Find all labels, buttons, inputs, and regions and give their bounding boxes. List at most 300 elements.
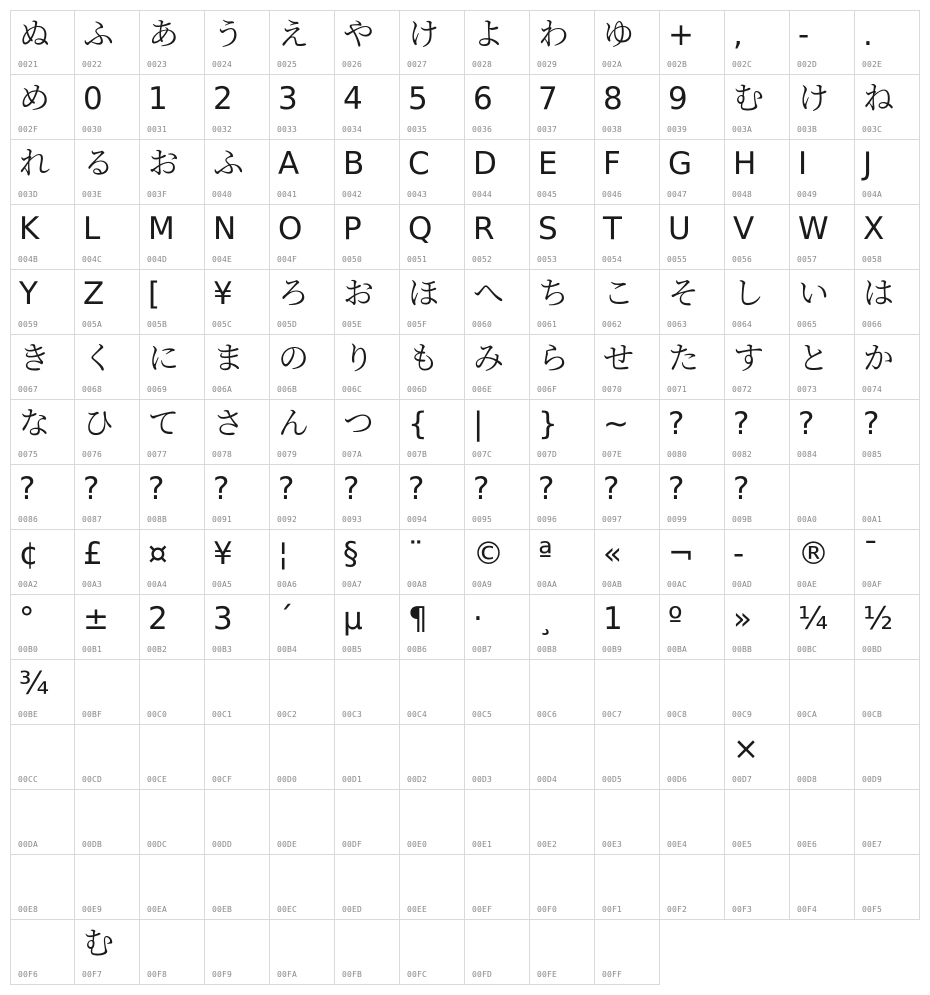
glyph-code-label: 005E (342, 320, 363, 329)
glyph-cell (75, 530, 140, 595)
glyph-code-label: 007C (472, 450, 493, 459)
glyph-code-label: 0060 (472, 320, 493, 329)
glyph-code-label: 00F9 (212, 970, 233, 979)
glyph-sample: 0 (83, 81, 103, 117)
glyph-cell (855, 660, 920, 725)
glyph-code-label: 00DA (18, 840, 39, 849)
glyph-sample: X (863, 211, 885, 247)
glyph-code-label: 002D (797, 60, 818, 69)
glyph-cell (335, 140, 400, 205)
glyph-cell (270, 790, 335, 855)
glyph-code-label: 00FE (537, 970, 558, 979)
glyph-sample: す (733, 341, 764, 377)
glyph-sample: み (473, 341, 504, 377)
glyph-sample: そ (668, 276, 699, 312)
glyph-cell (465, 790, 530, 855)
glyph-cell (400, 790, 465, 855)
glyph-sample: ¨ (408, 536, 424, 572)
glyph-sample: ? (343, 471, 360, 507)
glyph-cell (205, 270, 270, 335)
glyph-code-label: 00D8 (797, 775, 818, 784)
glyph-code-label: 0026 (342, 60, 363, 69)
glyph-sample: - (798, 17, 810, 53)
glyph-code-label: 00CF (212, 775, 233, 784)
glyph-sample: Z (83, 276, 105, 312)
glyph-code-label: 00BD (862, 645, 883, 654)
glyph-cell (335, 335, 400, 400)
glyph-cell (270, 400, 335, 465)
glyph-code-label: 00D6 (667, 775, 688, 784)
glyph-cell (205, 140, 270, 205)
glyph-sample: も (408, 341, 439, 377)
glyph-sample: ¢ (19, 536, 39, 572)
glyph-code-label: 0038 (602, 125, 623, 134)
glyph-cell (140, 270, 205, 335)
glyph-code-label: 00A0 (797, 515, 818, 524)
glyph-code-label: 0059 (18, 320, 39, 329)
glyph-code-label: 003C (862, 125, 883, 134)
glyph-code-label: 0074 (862, 385, 883, 394)
glyph-cell (335, 530, 400, 595)
glyph-code-label: 0042 (342, 190, 363, 199)
glyph-cell (140, 790, 205, 855)
glyph-code-label: 0043 (407, 190, 428, 199)
glyph-code-label: 00AF (862, 580, 883, 589)
glyph-code-label: 00E3 (602, 840, 623, 849)
glyph-cell (725, 75, 790, 140)
glyph-code-label: 0078 (212, 450, 233, 459)
glyph-sample: ¸ (538, 601, 554, 637)
glyph-cell (530, 400, 595, 465)
glyph-sample: N (213, 211, 237, 247)
glyph-sample: S (538, 211, 558, 247)
glyph-sample: む (733, 81, 764, 117)
glyph-sample: の (278, 341, 309, 377)
glyph-cell (465, 75, 530, 140)
glyph-code-label: 0062 (602, 320, 623, 329)
glyph-cell (75, 10, 140, 75)
glyph-code-label: 0092 (277, 515, 298, 524)
glyph-code-label: 00DE (277, 840, 298, 849)
glyph-code-label: 00B0 (18, 645, 39, 654)
glyph-cell (855, 10, 920, 75)
glyph-code-label: 00BA (667, 645, 688, 654)
glyph-sample: ¶ (408, 601, 428, 637)
glyph-sample: 1 (148, 81, 168, 117)
glyph-cell (400, 660, 465, 725)
glyph-code-label: 00D9 (862, 775, 883, 784)
glyph-cell (270, 530, 335, 595)
glyph-cell (400, 465, 465, 530)
glyph-cell (270, 270, 335, 335)
glyph-code-label: 0048 (732, 190, 753, 199)
glyph-sample: ふ (83, 17, 114, 53)
glyph-code-label: 00C4 (407, 710, 428, 719)
glyph-cell (140, 595, 205, 660)
glyph-sample: や (343, 17, 374, 53)
glyph-code-label: 00C3 (342, 710, 363, 719)
glyph-sample: Q (408, 211, 433, 247)
glyph-code-label: 002A (602, 60, 623, 69)
glyph-cell (335, 75, 400, 140)
glyph-cell (400, 595, 465, 660)
glyph-sample: ? (603, 471, 620, 507)
glyph-sample: ん (278, 406, 309, 442)
glyph-sample: ? (213, 471, 230, 507)
glyph-code-label: 0068 (82, 385, 103, 394)
glyph-sample: こ (603, 276, 634, 312)
glyph-code-label: 0077 (147, 450, 168, 459)
glyph-cell (270, 920, 335, 985)
glyph-sample: 3 (278, 81, 298, 117)
glyph-code-label: 00EA (147, 905, 168, 914)
glyph-sample: § (343, 536, 359, 572)
glyph-cell (790, 205, 855, 270)
glyph-sample: ¥ (213, 536, 233, 572)
glyph-sample: め (19, 81, 50, 117)
glyph-cell (205, 335, 270, 400)
glyph-cell (595, 465, 660, 530)
glyph-sample: ゆ (603, 17, 634, 53)
glyph-code-label: 007A (342, 450, 363, 459)
glyph-sample: ¼ (798, 601, 829, 637)
glyph-code-label: 002F (18, 125, 39, 134)
glyph-code-label: 0037 (537, 125, 558, 134)
glyph-code-label: 0039 (667, 125, 688, 134)
glyph-code-label: 00EE (407, 905, 428, 914)
glyph-code-label: 00EF (472, 905, 493, 914)
glyph-sample: F (603, 146, 621, 182)
glyph-code-label: 004F (277, 255, 298, 264)
glyph-code-label: 006C (342, 385, 363, 394)
glyph-cell (75, 660, 140, 725)
glyph-cell (335, 205, 400, 270)
glyph-sample: E (538, 146, 558, 182)
glyph-cell (855, 140, 920, 205)
glyph-sample: う (213, 17, 244, 53)
glyph-sample: ろ (278, 276, 309, 312)
glyph-sample: V (733, 211, 755, 247)
glyph-code-label: 00E0 (407, 840, 428, 849)
glyph-sample: | (473, 406, 484, 442)
glyph-cell (725, 335, 790, 400)
glyph-cell (725, 10, 790, 75)
glyph-cell (530, 920, 595, 985)
glyph-sample: 8 (603, 81, 623, 117)
glyph-code-label: 005F (407, 320, 428, 329)
glyph-code-label: 00CA (797, 710, 818, 719)
glyph-code-label: 0021 (18, 60, 39, 69)
glyph-sample: い (798, 276, 829, 312)
glyph-cell (205, 725, 270, 790)
glyph-sample: ´ (278, 601, 294, 637)
glyph-cell (205, 205, 270, 270)
glyph-sample: ? (733, 471, 750, 507)
glyph-cell (725, 465, 790, 530)
glyph-sample: 7 (538, 81, 558, 117)
glyph-cell (10, 465, 75, 530)
glyph-sample: × (733, 731, 759, 767)
glyph-code-label: 0086 (18, 515, 39, 524)
glyph-cell (465, 335, 530, 400)
glyph-cell (270, 660, 335, 725)
glyph-cell (725, 725, 790, 790)
glyph-code-label: 00B9 (602, 645, 623, 654)
glyph-code-label: 005C (212, 320, 233, 329)
glyph-code-label: 0057 (797, 255, 818, 264)
glyph-cell (725, 855, 790, 920)
glyph-sample: り (343, 341, 374, 377)
glyph-cell (140, 205, 205, 270)
glyph-cell (335, 400, 400, 465)
glyph-sample: ¯ (863, 536, 879, 572)
glyph-cell (595, 725, 660, 790)
glyph-code-label: 00F4 (797, 905, 818, 914)
glyph-sample: し (733, 276, 764, 312)
glyph-cell (10, 725, 75, 790)
glyph-code-label: 00D1 (342, 775, 363, 784)
glyph-code-label: 0047 (667, 190, 688, 199)
glyph-cell (270, 595, 335, 660)
glyph-sample: ½ (863, 601, 894, 637)
glyph-code-label: 006D (407, 385, 428, 394)
glyph-cell (205, 10, 270, 75)
glyph-sample: W (798, 211, 829, 247)
glyph-code-label: 00E4 (667, 840, 688, 849)
glyph-code-label: 0076 (82, 450, 103, 459)
glyph-cell (335, 920, 400, 985)
glyph-cell (660, 140, 725, 205)
glyph-sample: ± (83, 601, 109, 637)
glyph-cell (335, 10, 400, 75)
glyph-cell (140, 75, 205, 140)
glyph-cell (75, 140, 140, 205)
glyph-code-label: 0058 (862, 255, 883, 264)
glyph-sample: ~ (603, 406, 629, 442)
glyph-code-label: 00C2 (277, 710, 298, 719)
glyph-cell (75, 465, 140, 530)
glyph-code-label: 00C5 (472, 710, 493, 719)
glyph-sample: . (863, 17, 873, 53)
glyph-sample: G (668, 146, 693, 182)
glyph-cell (10, 530, 75, 595)
glyph-cell (140, 335, 205, 400)
glyph-cell (595, 75, 660, 140)
glyph-code-label: 00E8 (18, 905, 39, 914)
glyph-sample: ? (538, 471, 555, 507)
glyph-cell (465, 725, 530, 790)
glyph-cell (140, 855, 205, 920)
glyph-code-label: 0024 (212, 60, 233, 69)
glyph-sample: , (733, 17, 743, 53)
glyph-sample: お (148, 146, 179, 182)
glyph-code-label: 0023 (147, 60, 168, 69)
glyph-sample: T (603, 211, 622, 247)
glyph-sample: ね (863, 81, 894, 117)
glyph-sample: え (278, 17, 309, 53)
glyph-cell (10, 75, 75, 140)
glyph-code-label: 00BF (82, 710, 103, 719)
glyph-cell (660, 595, 725, 660)
glyph-code-label: 002C (732, 60, 753, 69)
glyph-cell (855, 400, 920, 465)
glyph-sample: } (538, 406, 558, 442)
glyph-sample: P (343, 211, 362, 247)
glyph-code-label: 0087 (82, 515, 103, 524)
glyph-cell (855, 790, 920, 855)
glyph-code-label: 006E (472, 385, 493, 394)
glyph-sample: » (733, 601, 752, 637)
glyph-cell (205, 75, 270, 140)
glyph-sample: か (863, 341, 894, 377)
glyph-cell (530, 335, 595, 400)
glyph-code-label: 00EC (277, 905, 298, 914)
glyph-code-label: 0055 (667, 255, 688, 264)
glyph-sample: H (733, 146, 757, 182)
glyph-code-label: 00BB (732, 645, 753, 654)
glyph-code-label: 002E (862, 60, 883, 69)
glyph-cell (400, 205, 465, 270)
glyph-cell (855, 335, 920, 400)
glyph-code-label: 00CB (862, 710, 883, 719)
glyph-sample: て (148, 406, 179, 442)
glyph-code-label: 0079 (277, 450, 298, 459)
glyph-cell (75, 855, 140, 920)
glyph-sample: さ (213, 406, 244, 442)
glyph-sample: A (278, 146, 300, 182)
glyph-code-label: 00AD (732, 580, 753, 589)
glyph-code-label: 002B (667, 60, 688, 69)
glyph-code-label: 00A2 (18, 580, 39, 589)
glyph-sample: な (19, 406, 50, 442)
glyph-code-label: 00F6 (18, 970, 39, 979)
glyph-sample: ¬ (668, 536, 694, 572)
glyph-code-label: 00B3 (212, 645, 233, 654)
glyph-code-label: 0099 (667, 515, 688, 524)
glyph-code-label: 007D (537, 450, 558, 459)
glyph-cell (270, 10, 335, 75)
glyph-cell (660, 790, 725, 855)
glyph-sample: { (408, 406, 428, 442)
glyph-cell (140, 400, 205, 465)
glyph-cell (400, 400, 465, 465)
glyph-code-label: 00F8 (147, 970, 168, 979)
glyph-code-label: 00A8 (407, 580, 428, 589)
glyph-code-label: 00BC (797, 645, 818, 654)
glyph-cell (595, 530, 660, 595)
glyph-cell (855, 855, 920, 920)
glyph-cell (75, 75, 140, 140)
glyph-grid (10, 10, 920, 985)
glyph-sample: Y (19, 276, 38, 312)
glyph-cell (205, 595, 270, 660)
glyph-sample: º (668, 601, 683, 637)
glyph-cell (595, 920, 660, 985)
glyph-code-label: 0061 (537, 320, 558, 329)
glyph-cell (595, 660, 660, 725)
glyph-code-label: 00B6 (407, 645, 428, 654)
glyph-cell (530, 205, 595, 270)
glyph-code-label: 0085 (862, 450, 883, 459)
glyph-sample: £ (83, 536, 103, 572)
glyph-sample: · (473, 601, 483, 637)
glyph-code-label: 0034 (342, 125, 363, 134)
glyph-cell (595, 790, 660, 855)
glyph-code-label: 0050 (342, 255, 363, 264)
glyph-cell (530, 465, 595, 530)
glyph-sample: ? (733, 406, 750, 442)
glyph-cell (205, 400, 270, 465)
glyph-cell (270, 205, 335, 270)
glyph-code-label: 0071 (667, 385, 688, 394)
glyph-cell (75, 595, 140, 660)
glyph-code-label: 00CC (18, 775, 39, 784)
glyph-code-label: 0073 (797, 385, 818, 394)
glyph-code-label: 00E7 (862, 840, 883, 849)
glyph-code-label: 00DB (82, 840, 103, 849)
glyph-cell (530, 855, 595, 920)
glyph-cell (75, 790, 140, 855)
glyph-code-label: 00B4 (277, 645, 298, 654)
glyph-sample: ひ (83, 406, 114, 442)
glyph-code-label: 00F3 (732, 905, 753, 914)
glyph-code-label: 00D7 (732, 775, 753, 784)
glyph-cell (400, 10, 465, 75)
glyph-code-label: 00B1 (82, 645, 103, 654)
glyph-cell (400, 270, 465, 335)
glyph-cell (270, 75, 335, 140)
glyph-code-label: 00FD (472, 970, 493, 979)
glyph-sample: ほ (408, 276, 439, 312)
glyph-code-label: 0031 (147, 125, 168, 134)
glyph-sample: と (798, 341, 829, 377)
glyph-code-label: 00CE (147, 775, 168, 784)
glyph-code-label: 0041 (277, 190, 298, 199)
glyph-cell (855, 530, 920, 595)
glyph-sample: © (473, 536, 504, 572)
glyph-sample: ? (19, 471, 36, 507)
glyph-cell (790, 400, 855, 465)
glyph-sample: ¥ (213, 276, 233, 312)
glyph-cell (400, 920, 465, 985)
glyph-code-label: 00E5 (732, 840, 753, 849)
glyph-cell (205, 660, 270, 725)
glyph-code-label: 004A (862, 190, 883, 199)
glyph-cell (790, 10, 855, 75)
glyph-code-label: 004C (82, 255, 103, 264)
glyph-code-label: 0084 (797, 450, 818, 459)
glyph-code-label: 0045 (537, 190, 558, 199)
glyph-sample: 3 (213, 601, 233, 637)
glyph-code-label: 00F0 (537, 905, 558, 914)
glyph-sample: K (19, 211, 40, 247)
glyph-sample: ふ (213, 146, 244, 182)
glyph-code-label: 0082 (732, 450, 753, 459)
glyph-cell (855, 205, 920, 270)
glyph-cell (660, 205, 725, 270)
glyph-code-label: 00C9 (732, 710, 753, 719)
glyph-cell (335, 790, 400, 855)
glyph-cell (725, 595, 790, 660)
glyph-cell (335, 270, 400, 335)
glyph-code-label: 006B (277, 385, 298, 394)
glyph-code-label: 0066 (862, 320, 883, 329)
glyph-cell (530, 790, 595, 855)
glyph-cell (10, 140, 75, 205)
glyph-code-label: 004E (212, 255, 233, 264)
glyph-cell (465, 855, 530, 920)
glyph-cell (790, 140, 855, 205)
